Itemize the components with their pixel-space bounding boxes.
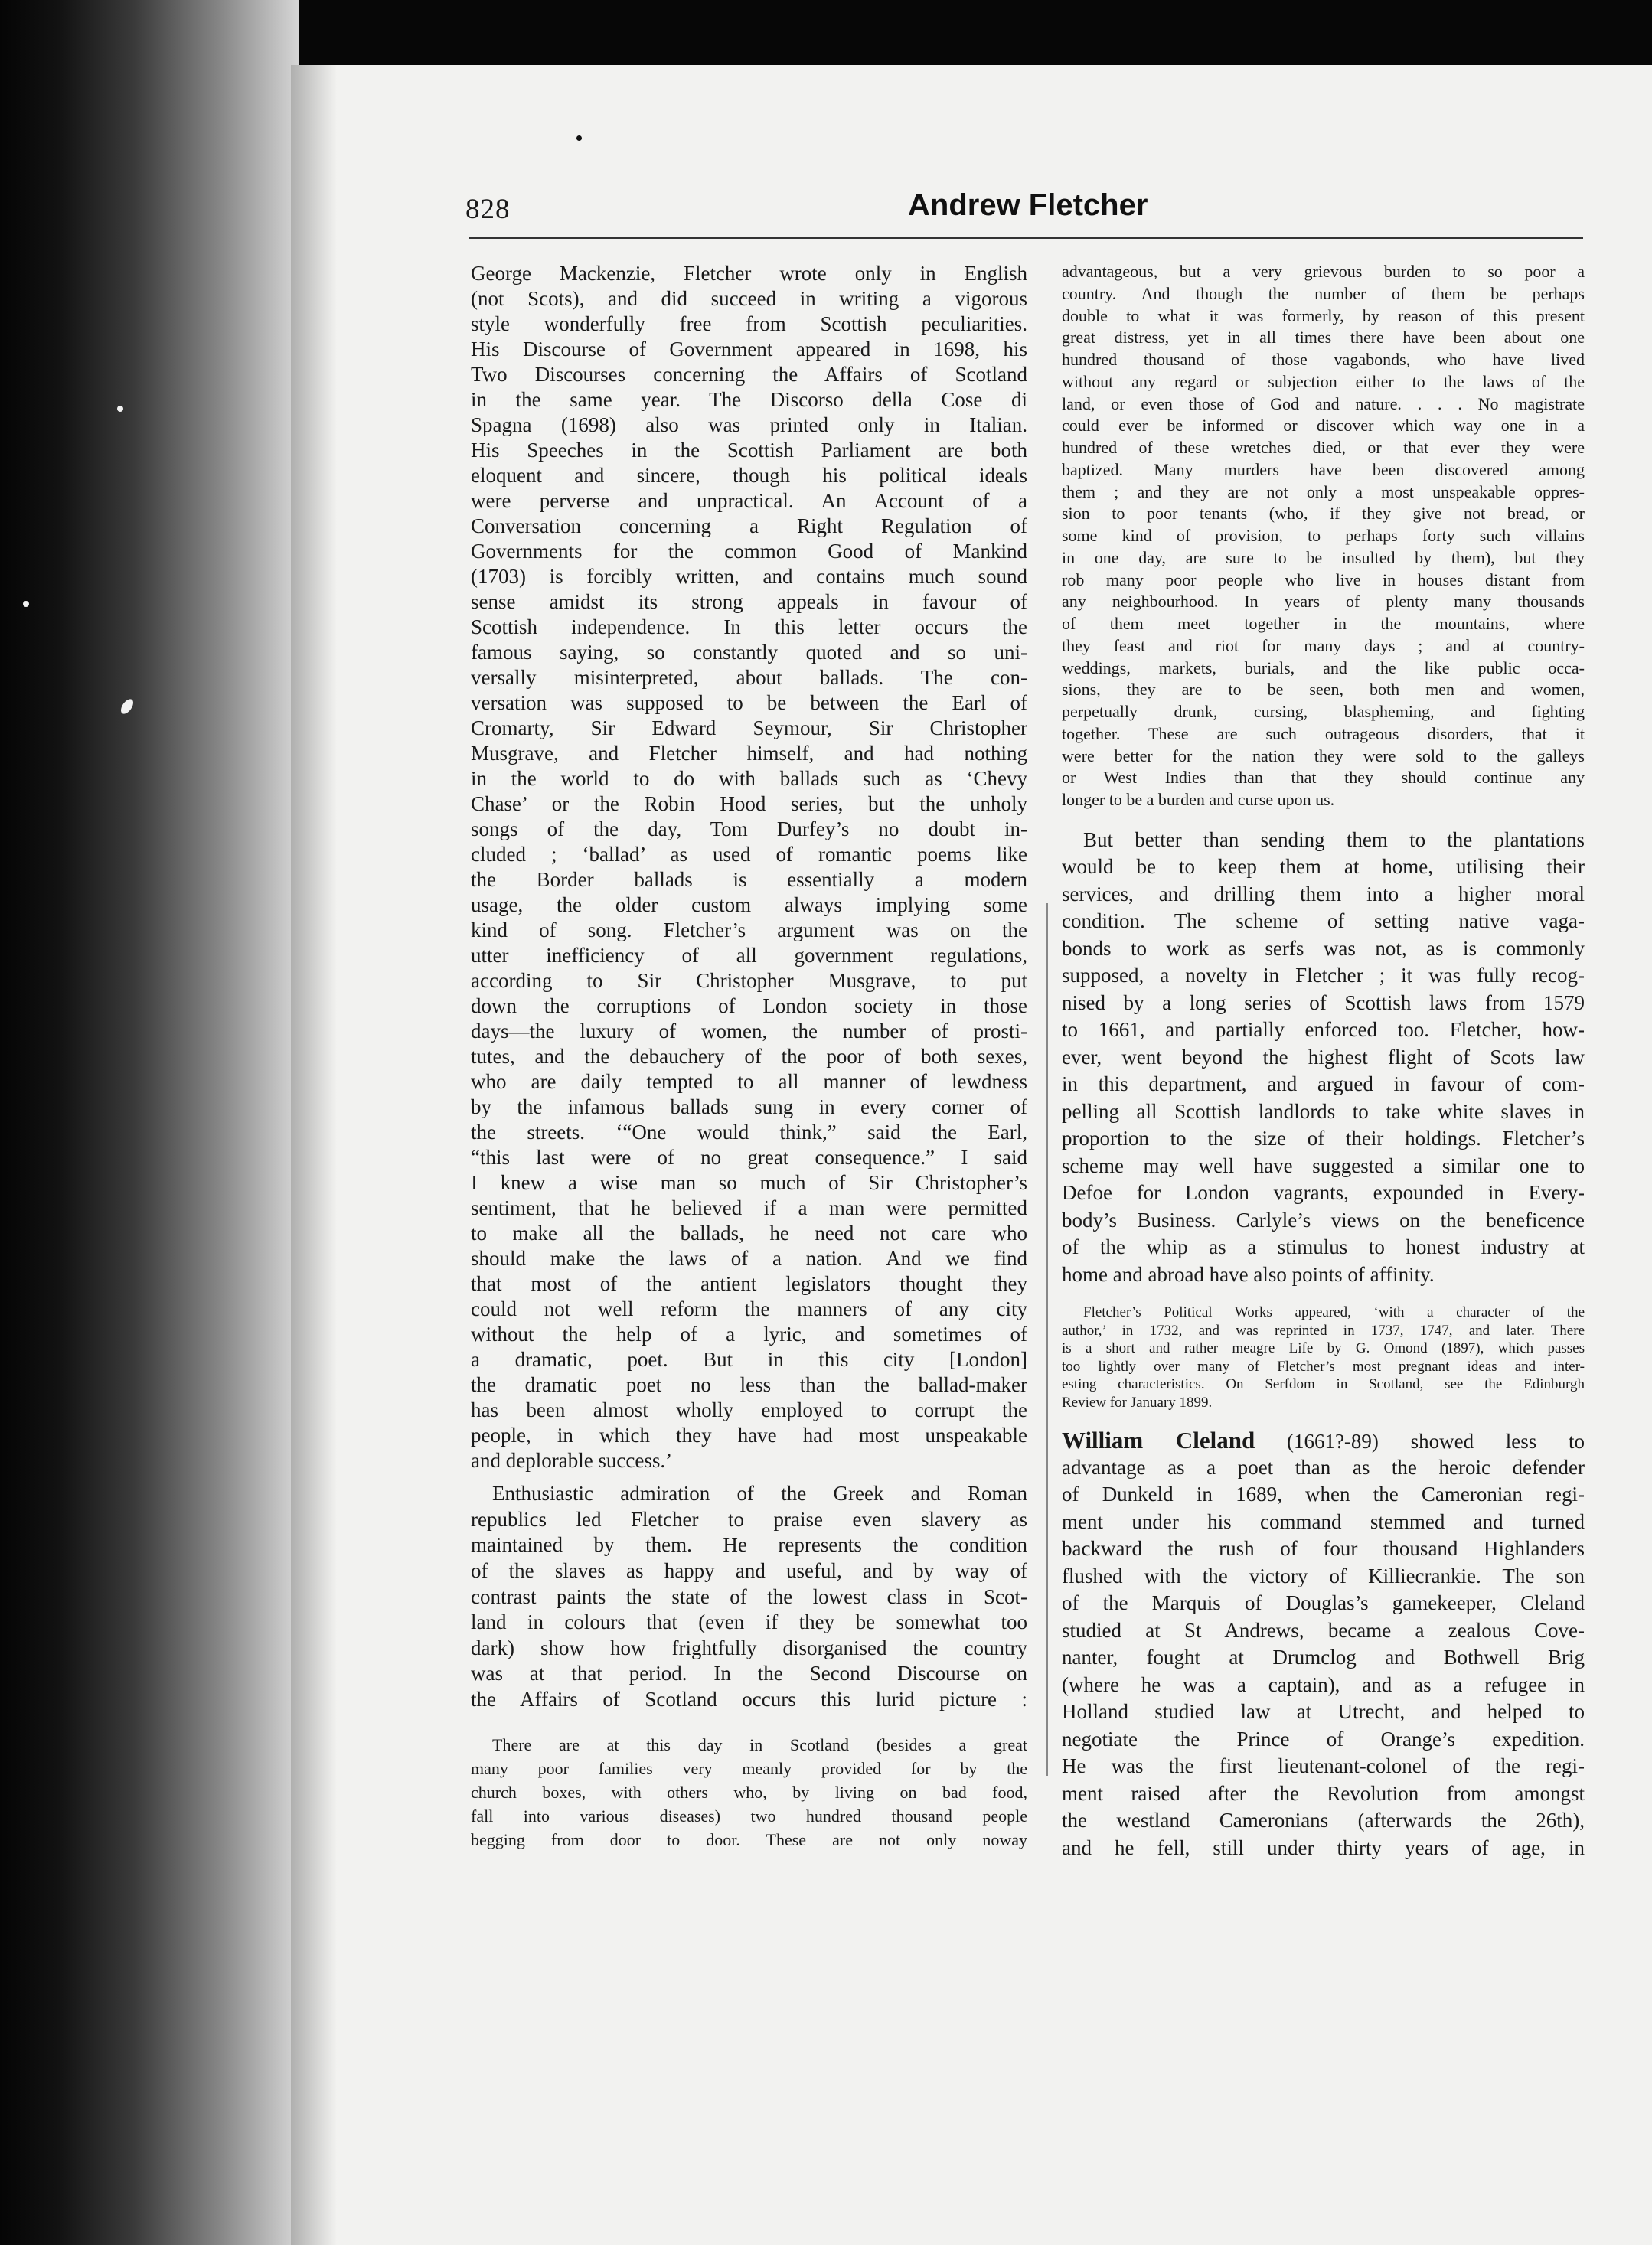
text-line: proportion to the size of their holdings. Fletcher’s: [1062, 1127, 1585, 1150]
text-line: days—the luxury of women, the number of prosti-: [471, 1020, 1027, 1043]
paragraph-fletcher-writings: [471, 261, 1027, 1473]
text-line: nanter, fought at Drumclog and Bothwell Brig: [1062, 1646, 1585, 1669]
text-line: people, in which they have had most unspeakable: [471, 1424, 1027, 1447]
text-line: I knew a wise man so much of Sir Christopher’s: [471, 1171, 1027, 1194]
text-line: according to Sir Christopher Musgrave, to put: [471, 969, 1027, 992]
paragraph-serfdom: [1062, 827, 1585, 1289]
text-line: land, or even those of God and nature. . . . No magistrate: [1062, 393, 1585, 413]
text-line: contrast paints the state of the lowest class in Scot-: [471, 1584, 1027, 1608]
text-line: pelling all Scottish landlords to take white slaves in: [1062, 1099, 1585, 1123]
text-line: that most of the antient legislators thought they: [471, 1272, 1027, 1295]
book-spine-shadow: [0, 0, 299, 2245]
text-line: Cromarty, Sir Edward Seymour, Sir Christopher: [471, 716, 1027, 739]
text-line: would be to keep them at home, utilising their: [1062, 855, 1585, 879]
text-line: (1703) is forcibly written, and contains much sound: [471, 565, 1027, 588]
text-line: the dramatic poet no less than the ballad-maker: [471, 1373, 1027, 1396]
text-line: has been almost wholly employed to corrupt the: [471, 1398, 1027, 1421]
text-line: But better than sending them to the plantations: [1083, 827, 1585, 851]
text-line: Review for January 1899.: [1062, 1394, 1213, 1411]
text-line: esting characteristics. On Serfdom in Scotland, see the Edinburgh: [1062, 1376, 1585, 1393]
page-gutter-shade: [291, 65, 337, 2245]
text-line: in one day, are sure to be insulted by them), but they: [1062, 547, 1585, 567]
text-line: of the Marquis of Douglas’s gamekeeper, Cleland: [1062, 1591, 1585, 1615]
text-line: Chase’ or the Robin Hood series, but the unholy: [471, 792, 1027, 815]
text-line: could not well reform the manners of any city: [471, 1297, 1027, 1320]
text-line: the westland Cameronians (afterwards the 26th),: [1062, 1809, 1585, 1832]
text-line: ment under his command stemmed and turned: [1062, 1509, 1585, 1533]
text-line: should make the laws of a nation. And we find: [471, 1247, 1027, 1270]
text-line: tutes, and the debauchery of the poor of both sexes,: [471, 1045, 1027, 1068]
text-line: too lightly over many of Fletcher’s most pregnant ideas and inter-: [1062, 1358, 1585, 1375]
text-line: versation was supposed to be between the Earl of: [471, 691, 1027, 714]
text-line: in the same year. The Discorso della Cose di: [471, 388, 1027, 411]
text-line: home and abroad have also points of affinity.: [1062, 1262, 1435, 1286]
text-line: condition. The scheme of setting native vaga-: [1062, 909, 1585, 933]
text-line: bonds to work as serfs was not, as is commonly: [1062, 936, 1585, 960]
text-line: maintained by them. He represents the condition: [471, 1533, 1027, 1557]
text-line: or West Indies than that they should continue any: [1062, 768, 1585, 788]
text-line: (where he was a captain), and as a refugee in: [1062, 1672, 1585, 1696]
header-rule: [469, 237, 1583, 239]
text-line: who are daily tempted to all manner of lewdness: [471, 1070, 1027, 1093]
text-line: without any regard or subjection either to the laws of the: [1062, 371, 1585, 391]
text-line: double to what it was formerly, by reason of this present: [1062, 305, 1585, 325]
text-line: is a short and rather meagre Life by G. Omond (1897), which passes: [1062, 1340, 1585, 1357]
text-line: famous saying, so constantly quoted and so uni-: [471, 641, 1027, 664]
footnote: [1062, 1304, 1585, 1411]
text-line: advantage as a poet than as the heroic defender: [1062, 1455, 1585, 1479]
text-line: Holland studied law at Utrecht, and helped to: [1062, 1700, 1585, 1724]
text-line: Conversation concerning a Right Regulation of: [471, 514, 1027, 537]
text-line: in the world to do with ballads such as ‘Chevy: [471, 767, 1027, 790]
text-line: by the infamous ballads sung in every corner of: [471, 1095, 1027, 1118]
text-line: Governments for the common Good of Mankind: [471, 540, 1027, 563]
text-line: were better for the nation they were sold to the galleys: [1062, 746, 1585, 765]
text-line: versally misinterpreted, about ballads. The con-: [471, 666, 1027, 689]
page-number: 828: [465, 194, 511, 225]
text-line: backward the rush of four thousand Highlanders: [1062, 1537, 1585, 1561]
text-line: church boxes, with others who, by living on bad food,: [471, 1782, 1027, 1802]
text-line: great distress, yet in all times there have been about one: [1062, 328, 1585, 348]
text-line: land in colours that (even if they be somewhat too: [471, 1610, 1027, 1634]
text-line: ment raised after the Revolution from amongst: [1062, 1781, 1585, 1805]
text-line: longer to be a burden and curse upon us.: [1062, 790, 1335, 809]
text-line: “this last were of no great consequence.” I said: [471, 1146, 1027, 1169]
cleland-first-line-text: (1661?-89) showed less to: [1255, 1430, 1585, 1454]
text-line: There are at this day in Scotland (besides a great: [492, 1734, 1027, 1754]
text-line: Spagna (1698) also was printed only in Italian.: [471, 413, 1027, 436]
text-line: sentiment, that he believed if a man were permitted: [471, 1196, 1027, 1219]
text-line: hundred of these wretches died, or that ever they were: [1062, 438, 1585, 457]
text-line: any neighbourhood. In years of plenty many thousands: [1062, 592, 1585, 612]
text-line: sense amidst its strong appeals in favour of: [471, 590, 1027, 613]
text-line: without the help of a lyric, and sometimes of: [471, 1323, 1027, 1346]
text-line: George Mackenzie, Fletcher wrote only in English: [471, 262, 1027, 285]
text-line: of the slaves as happy and useful, and by way of: [471, 1558, 1027, 1582]
text-line: studied at St Andrews, became a zealous Cove-: [1062, 1618, 1585, 1642]
text-line: Fletcher’s Political Works appeared, ‘with a character of the: [1083, 1304, 1585, 1321]
text-line: of the whip as a stimulus to honest industry at: [1062, 1235, 1585, 1259]
right-column: [1062, 261, 1585, 1862]
text-line: scheme may well have suggested a similar one to: [1062, 1153, 1585, 1177]
text-line: many poor families very meanly provided for by the: [471, 1758, 1027, 1778]
text-line: weddings, markets, burials, and the like public occa-: [1062, 658, 1585, 677]
text-line: in this department, and argued in favour of com-: [1062, 1072, 1585, 1096]
text-line: Defoe for London vagrants, expounded in Every-: [1062, 1181, 1585, 1205]
text-line: ever, went beyond the highest flight of Scots law: [1062, 1045, 1585, 1069]
text-line: they feast and riot for many days ; and at country-: [1062, 635, 1585, 655]
text-line: them ; and they are not only a most unspeakable oppres-: [1062, 481, 1585, 501]
paragraph-slavery: [471, 1481, 1027, 1713]
text-line: of Dunkeld in 1689, when the Cameronian regi-: [1062, 1483, 1585, 1506]
paragraph-cleland: [1062, 1454, 1585, 1862]
text-line: author,’ in 1732, and was reprinted in 1737, 1747, and later. There: [1062, 1322, 1585, 1339]
text-line: utter inefficiency of all government regulations,: [471, 944, 1027, 967]
text-line: begging from door to door. These are not only noway: [471, 1829, 1027, 1849]
text-line: baptized. Many murders have been discovered among: [1062, 459, 1585, 479]
text-line: of them meet together in the mountains, where: [1062, 614, 1585, 633]
text-line: to make all the ballads, he need not care who: [471, 1222, 1027, 1245]
text-line: flushed with the victory of Killiecrankie. The son: [1062, 1564, 1585, 1587]
text-line: the streets. ‘“One would think,” said the Earl,: [471, 1121, 1027, 1144]
left-column: [471, 261, 1027, 1852]
scan-speck: [23, 601, 29, 607]
scan-speck: [119, 697, 135, 716]
text-line: supposed, a novelty in Fletcher ; it was fully recog-: [1062, 964, 1585, 987]
text-line: down the corruptions of London society in those: [471, 994, 1027, 1017]
text-line: could ever be informed or discover which way one in a: [1062, 416, 1585, 436]
text-line: negotiate the Prince of Orange’s expedition.: [1062, 1727, 1585, 1751]
text-line: advantageous, but a very grievous burden to so poor a: [1062, 262, 1585, 281]
text-line: the Border ballads is essentially a modern: [471, 868, 1027, 891]
text-line: usage, the older custom always implying some: [471, 893, 1027, 916]
column-rule: [1046, 903, 1048, 1776]
text-line: Enthusiastic admiration of the Greek and Roman: [492, 1482, 1027, 1505]
text-line: fall into various diseases) two hundred thousand people: [471, 1806, 1027, 1826]
text-line: Two Discourses concerning the Affairs of Scotland: [471, 363, 1027, 386]
text-line: hundred thousand of those vagabonds, who have lived: [1062, 350, 1585, 369]
text-line: cluded ; ‘ballad’ as used of romantic poems like: [471, 843, 1027, 866]
text-line: the Affairs of Scotland occurs this lurid picture :: [471, 1688, 1027, 1711]
text-line: and deplorable success.’: [471, 1449, 673, 1472]
text-line: sion to poor tenants (who, if they give not bread, or: [1062, 504, 1585, 524]
ink-speck: [576, 135, 582, 141]
text-line: (not Scots), and did succeed in writing a vigorous: [471, 287, 1027, 310]
block-quote-beggars: [471, 1733, 1027, 1852]
text-line: style wonderfully free from Scottish peculiarities.: [471, 312, 1027, 335]
running-head: Andrew Fletcher: [908, 188, 1148, 222]
text-line: nised by a long series of Scottish laws from 1579: [1062, 990, 1585, 1014]
text-line: Scottish independence. In this letter occurs the: [471, 615, 1027, 638]
text-line: some kind of provision, to perhaps forty such villains: [1062, 526, 1585, 545]
text-line: eloquent and sincere, though his political ideals: [471, 464, 1027, 487]
text-line: His Discourse of Government appeared in 1698, his: [471, 338, 1027, 361]
text-line: His Speeches in the Scottish Parliament are both: [471, 439, 1027, 462]
block-quote-continued: [1062, 261, 1585, 811]
scan-speck: [117, 406, 123, 412]
text-line: rob many poor people who live in houses distant from: [1062, 569, 1585, 589]
text-line: and he fell, still under thirty years of age, in: [1062, 1835, 1585, 1859]
text-line: republics led Fletcher to praise even slavery as: [471, 1507, 1027, 1531]
text-line: country. And though the number of them be perhaps: [1062, 283, 1585, 303]
text-line: songs of the day, Tom Durfey’s no doubt in-: [471, 817, 1027, 840]
text-line: sions, they are to be seen, both men and women,: [1062, 680, 1585, 700]
text-line: dark) show how frightfully disorganised the country: [471, 1636, 1027, 1659]
section-heading-cleland: William Cleland: [1062, 1427, 1255, 1454]
text-line: a dramatic, poet. But in this city [London]: [471, 1348, 1027, 1371]
text-line: He was the first lieutenant-colonel of the regi-: [1062, 1754, 1585, 1778]
text-line: services, and drilling them into a higher moral: [1062, 882, 1585, 906]
text-line: were perverse and unpractical. An Account of a: [471, 489, 1027, 512]
text-line: together. These are such outrageous disorders, that it: [1062, 723, 1585, 743]
text-line: perpetually drunk, cursing, blaspheming, and fighting: [1062, 702, 1585, 721]
text-line: Musgrave, and Fletcher himself, and had nothing: [471, 742, 1027, 765]
text-line: kind of song. Fletcher’s argument was on the: [471, 919, 1027, 941]
cleland-first-line: [1062, 1427, 1585, 1454]
text-line: was at that period. In the Second Discourse on: [471, 1662, 1027, 1685]
text-line: body’s Business. Carlyle’s views on the beneficence: [1062, 1208, 1585, 1232]
text-line: to 1661, and partially enforced too. Fletcher, how-: [1062, 1018, 1585, 1042]
